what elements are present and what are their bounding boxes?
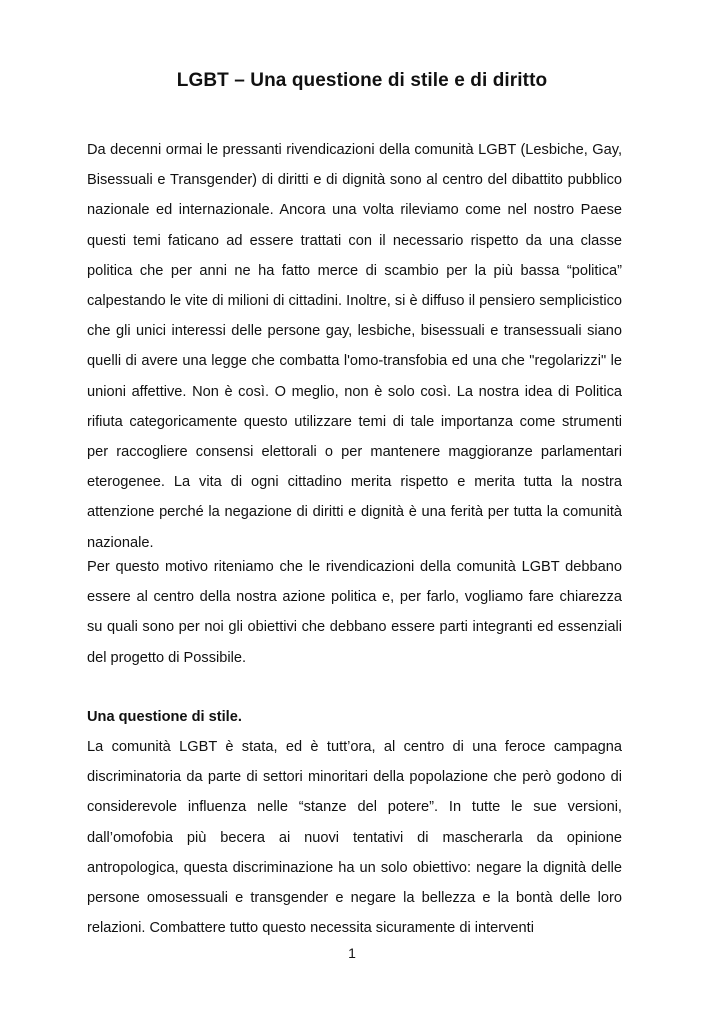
motivation-paragraph: Per questo motivo riteniamo che le rivendicazioni della comunità LGBT debbano essere al centro della nostra azione politica e, per farlo, vogliamo fare chiarezza su quali sono per noi gli obiettivi che debbano essere parti integranti ed essenziali del progetto di Possibile. [87, 559, 622, 666]
document-title: LGBT – Una questione di stile e di diritto [176, 70, 548, 91]
page-number: 1 [348, 945, 356, 961]
section-paragraph: La comunità LGBT è stata, ed è tutt’ora, al centro di una feroce campagna discriminatoria da parte di settori minoritari della popolazione che però godono di considerevole influenza nelle “stanze del potere”. In tutte le sue versioni, dall’omofobia più becera ai nuovi tentativi di mascherarla da opinione antropologica, questa discriminazione ha un solo obiettivo: negare la dignità delle persone omosessuali e transgender e negare la bellezza e la bontà delle loro relazioni. Combattere tutto questo necessita sicuramente di interventi [87, 739, 622, 937]
section-heading: Una questione di stile. [87, 709, 242, 725]
intro-paragraph: Da decenni ormai le pressanti rivendicazioni della comunità LGBT (Lesbiche, Gay, Bisessuali e Transgender) di diritti e di dignità sono al centro del dibattito pubblico nazionale ed internazionale. Ancora una volta rileviamo come nel nostro Paese questi temi faticano ad essere trattati con il necessario rispetto da una classe politica che per anni ne ha fatto merce di scambio per la più bassa “politica” calpestando le vite di milioni di cittadini. Inoltre, si è diffuso il pensiero semplicistico che gli unici interessi delle persone gay, lesbiche, bisessuali e transessuali siano quelli di avere una legge che combatta l'omo-transfobia ed una che "regolarizzi" le unioni affettive. Non è così. O meglio, non è solo così. La nostra idea di Politica rifiuta categoricamente questo utilizzare temi di tale importanza come strumenti per raccogliere consensi elettorali o per mantenere maggioranze parlamentari eterogenee. La vita di ogni cittadino merita rispetto e merita tutta la nostra attenzione perché la negazione di diritti e dignità è una ferità per tutta la comunità nazionale. [87, 142, 622, 551]
